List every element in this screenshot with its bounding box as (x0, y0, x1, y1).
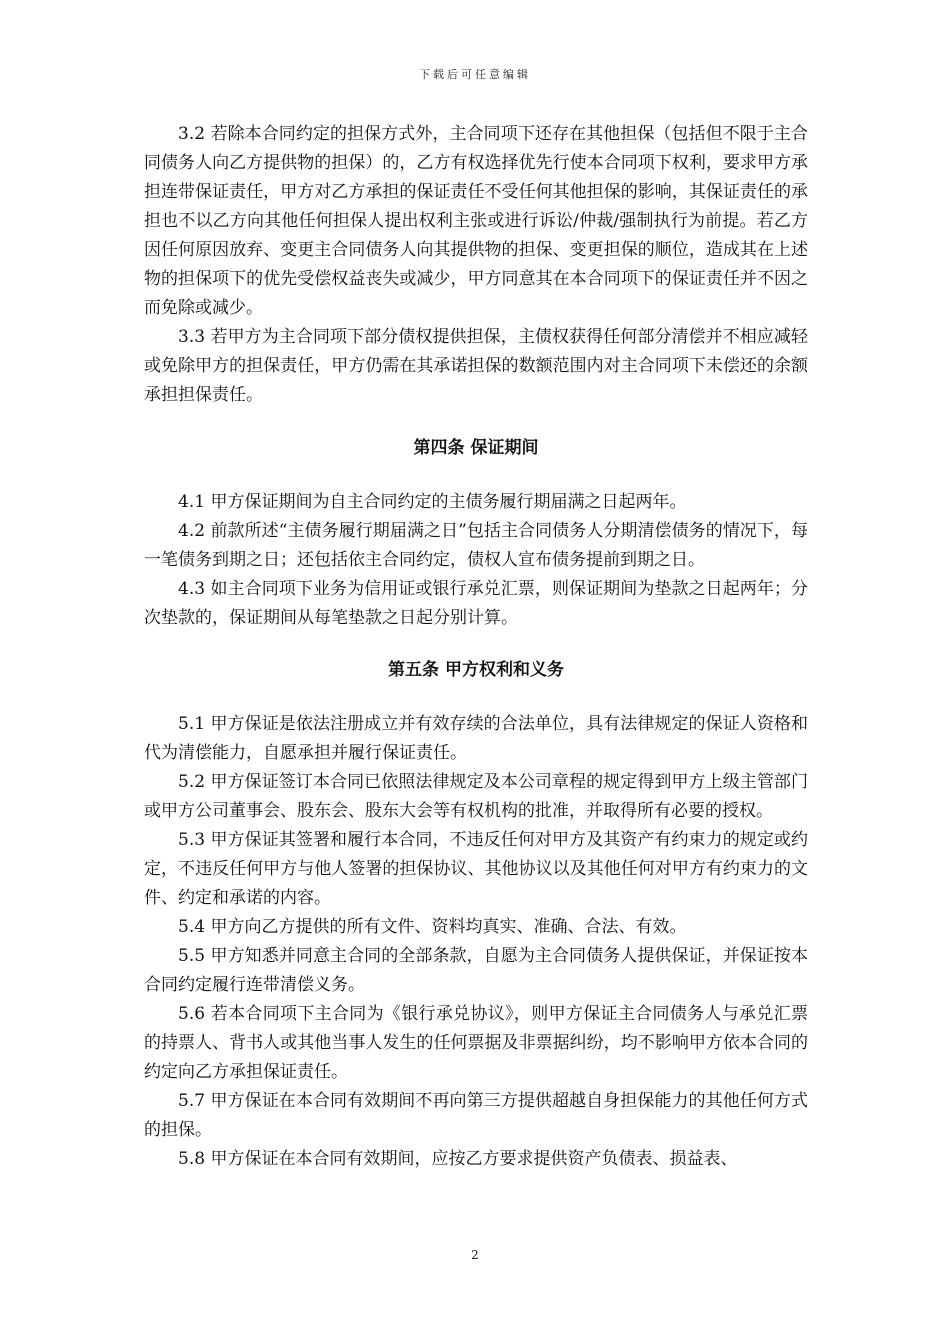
clause-5-8: 5.8 甲方保证在本合同有效期间，应按乙方要求提供资产负债表、损益表、 (178, 1149, 738, 1169)
document-body (144, 120, 808, 1174)
clause-4-3: 4.3 如主合同项下业务为信用证或银行承兑汇票，则保证期间为垫款之日起两年；分次垫款的，保证期间从每笔垫款之日起分别计算。 (144, 579, 808, 628)
section-4-title: 第四条 保证期间 (413, 438, 539, 458)
clause-5-5: 5.5 甲方知悉并同意主合同的全部条款，自愿为主合同债务人提供保证，并保证按本合同约定履行连带清偿义务。 (144, 946, 808, 995)
clause-5-4: 5.4 甲方向乙方提供的所有文件、资料均真实、准确、合法、有效。 (178, 917, 687, 937)
clause-3-3: 3.3 若甲方为主合同项下部分债权提供担保，主债权获得任何部分清偿并不相应减轻或免除甲方的担保责任，甲方仍需在其承诺担保的数额范围内对主合同项下未偿还的余额承担担保责任。 (144, 327, 808, 405)
clause-3-2: 3.2 若除本合同约定的担保方式外，主合同项下还存在其他担保（包括但不限于主合同债务人向乙方提供物的担保）的，乙方有权选择优先行使本合同项下权利，要求甲方承担连带保证责任，甲方对乙方承担的保证责任不受任何其他担保的影响，其保证责任的承担也不以乙方向其他任何担保人提出权利主张或进行诉讼/仲裁/强制执行为前提。若乙方因任何原因放弃、变更主合同债务人向其提供物的担保、变更担保的顺位，造成其在上述物的担保项下的优先受偿权益丧失或减少，甲方同意其在本合同项下的保证责任并不因之而免除或减少。 (144, 124, 808, 318)
clause-4-2: 4.2 前款所述“主债务履行期届满之日”包括主合同债务人分期清偿债务的情况下，每一笔债务到期之日；还包括依主合同约定，债权人宣布债务提前到期之日。 (144, 521, 808, 570)
clause-5-2: 5.2 甲方保证签订本合同已依照法律规定及本公司章程的规定得到甲方上级主管部门或甲方公司董事会、股东会、股东大会等有权机构的批准，并取得所有必要的授权。 (144, 772, 808, 821)
clause-5-6: 5.6 若本合同项下主合同为《银行承兑协议》，则甲方保证主合同债务人与承兑汇票的持票人、背书人或其他当事人发生的任何票据及非票据纠纷，均不影响甲方依本合同的约定向乙方承担保证责任。 (144, 1004, 808, 1082)
clause-5-7: 5.7 甲方保证在本合同有效期间不再向第三方提供超越自身担保能力的其他任何方式的担保。 (144, 1091, 808, 1140)
page-header: 下载后可任意编辑 (419, 68, 531, 81)
clause-4-1: 4.1 甲方保证期间为自主合同约定的主债务履行期届满之日起两年。 (178, 492, 687, 512)
page-number: 2 (471, 1248, 479, 1262)
clause-5-1: 5.1 甲方保证是依法注册成立并有效存续的合法单位，具有法律规定的保证人资格和代为清偿能力，自愿承担并履行保证责任。 (144, 714, 808, 763)
section-5-title: 第五条 甲方权利和义务 (388, 660, 564, 680)
clause-5-3: 5.3 甲方保证其签署和履行本合同，不违反任何对甲方及其资产有约束力的规定或约定，不违反任何甲方与他人签署的担保协议、其他协议以及其他任何对甲方有约束力的文件、约定和承诺的内容。 (144, 830, 808, 908)
